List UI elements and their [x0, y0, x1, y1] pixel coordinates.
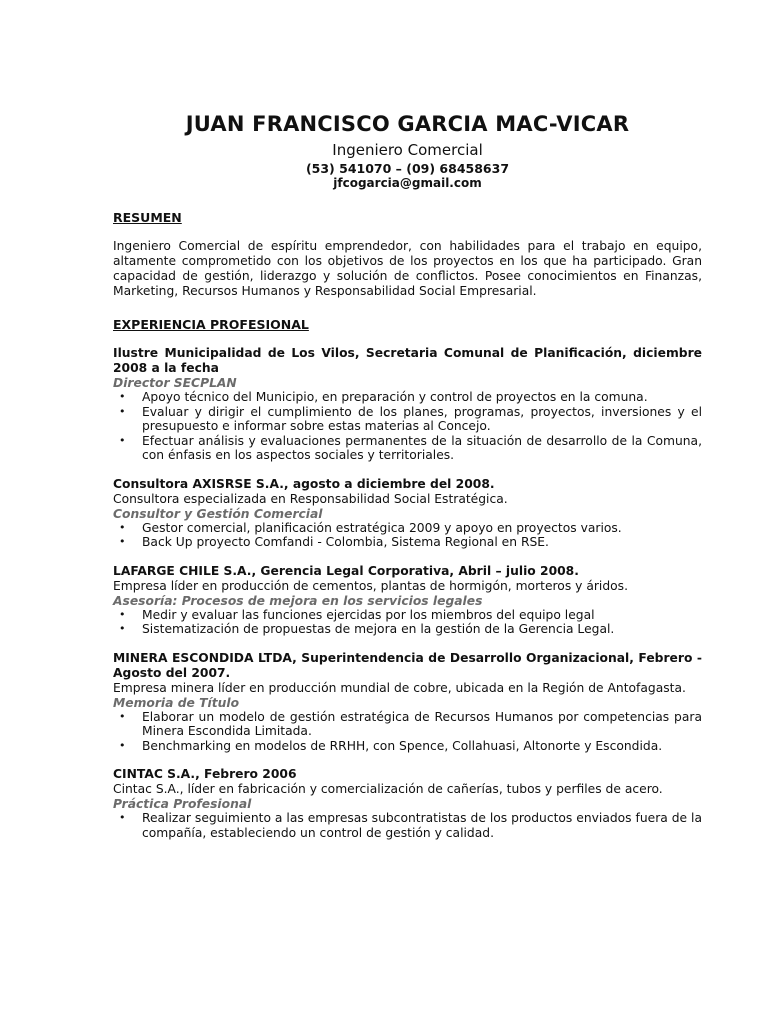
- bullet-icon: •: [119, 622, 126, 635]
- job-bullet-list: [113, 811, 702, 840]
- job-entry: [113, 767, 702, 840]
- experience-section: [113, 317, 702, 840]
- job-role: Consultor y Gestión Comercial: [113, 506, 323, 521]
- job-role: Práctica Profesional: [113, 797, 252, 811]
- bullet-text: Realizar seguimiento a las empresas subcontratistas de los productos enviados fuera de la compañía, estableciendo un control de gestión y calidad.: [142, 811, 702, 840]
- job-entry: [113, 651, 702, 754]
- summary-heading: RESUMEN: [113, 210, 182, 225]
- job-bullet-item: [113, 710, 702, 739]
- job-bullet-item: [113, 535, 702, 550]
- job-bullet-list: [113, 608, 702, 637]
- job-header: LAFARGE CHILE S.A., Gerencia Legal Corporativa, Abril – julio 2008.: [113, 563, 579, 578]
- bullet-text: Efectuar análisis y evaluaciones permanentes de la situación de desarrollo de la Comuna, con énfasis en los aspectos sociales y territoriales.: [142, 433, 702, 462]
- bullet-icon: •: [119, 738, 126, 752]
- job-header: MINERA ESCONDIDA LTDA, Superintendencia de Desarrollo Organizacional, Febrero - Agosto del 2007.: [113, 650, 702, 680]
- job-bullet-item: [113, 434, 702, 463]
- job-bullet-item: [113, 739, 702, 754]
- bullet-text: Elaborar un modelo de gestión estratégica de Recursos Humanos por competencias para Minera Escondida Limitada.: [142, 709, 702, 738]
- job-bullet-item: [113, 811, 702, 840]
- candidate-name: JUAN FRANCISCO GARCIA MAC-VICAR: [185, 112, 630, 136]
- job-bullet-list: [113, 390, 702, 463]
- bullet-icon: •: [119, 709, 126, 723]
- job-bullet-item: [113, 405, 702, 434]
- job-bullet-item: [113, 521, 702, 536]
- bullet-icon: •: [119, 404, 126, 418]
- job-entry: [113, 564, 702, 637]
- bullet-text: Evaluar y dirigir el cumplimiento de los planes, programas, proyectos, inversiones y el presupuesto e informar sobre estas materias al Concejo.: [142, 404, 702, 433]
- job-role: Memoria de Título: [113, 695, 240, 710]
- bullet-text: Back Up proyecto Comfandi - Colombia, Sistema Regional en RSE.: [142, 535, 549, 549]
- bullet-icon: •: [119, 433, 126, 447]
- job-description: Cintac S.A., líder en fabricación y comercialización de cañerías, tubos y perfiles de acero.: [113, 782, 663, 796]
- bullet-icon: •: [119, 607, 126, 621]
- bullet-icon: •: [119, 390, 126, 403]
- job-description: Empresa minera líder en producción mundial de cobre, ubicada en la Región de Antofagasta.: [113, 680, 686, 695]
- job-bullet-item: [113, 608, 702, 623]
- bullet-icon: •: [119, 811, 126, 824]
- bullet-text: Gestor comercial, planificación estratégica 2009 y apoyo en proyectos varios.: [142, 520, 622, 535]
- bullet-text: Medir y evaluar las funciones ejercidas por los miembros del equipo legal: [142, 607, 595, 622]
- job-role: Director SECPLAN: [113, 376, 237, 390]
- job-header: Ilustre Municipalidad de Los Vilos, Secretaria Comunal de Planificación, diciembre 2008 a la fecha: [113, 346, 702, 375]
- bullet-icon: •: [119, 520, 126, 534]
- job-header: Consultora AXISRSE S.A., agosto a diciembre del 2008.: [113, 476, 495, 491]
- job-header: CINTAC S.A., Febrero 2006: [113, 767, 297, 781]
- job-list: [113, 346, 702, 840]
- job-role: Asesoría: Procesos de mejora en los servicios legales: [113, 593, 483, 608]
- job-bullet-list: [113, 521, 702, 550]
- bullet-text: Benchmarking en modelos de RRHH, con Spence, Collahuasi, Altonorte y Escondida.: [142, 738, 663, 753]
- job-entry: [113, 477, 702, 550]
- job-description: Empresa líder en producción de cementos, plantas de hormigón, morteros y áridos.: [113, 578, 628, 593]
- job-bullet-list: [113, 710, 702, 754]
- job-entry: [113, 346, 702, 463]
- job-bullet-item: [113, 622, 702, 637]
- profession-title: Ingeniero Comercial: [332, 141, 483, 159]
- bullet-text: Apoyo técnico del Municipio, en preparación y control de proyectos en la comuna.: [142, 390, 648, 404]
- bullet-text: Sistematización de propuestas de mejora en la gestión de la Gerencia Legal.: [142, 622, 615, 636]
- resume-header: [113, 112, 702, 190]
- job-bullet-item: [113, 390, 702, 405]
- summary-section: [113, 210, 702, 299]
- bullet-icon: •: [119, 535, 126, 548]
- experience-heading: EXPERIENCIA PROFESIONAL: [113, 317, 309, 332]
- summary-text: Ingeniero Comercial de espíritu emprendedor, con habilidades para el trabajo en equipo, altamente comprometido con los objetivos de los proyectos en los que ha participado. Gran capacidad de gestión, liderazgo y solución de conflictos. Posee conocimientos en Finanzas, Marketing, Recursos Humanos y Responsabilidad Social Empresarial.: [113, 239, 702, 298]
- email-address: jfcogarcia@gmail.com: [333, 176, 482, 190]
- job-description: Consultora especializada en Responsabilidad Social Estratégica.: [113, 491, 508, 506]
- phone-numbers: (53) 541070 – (09) 68458637: [305, 161, 510, 176]
